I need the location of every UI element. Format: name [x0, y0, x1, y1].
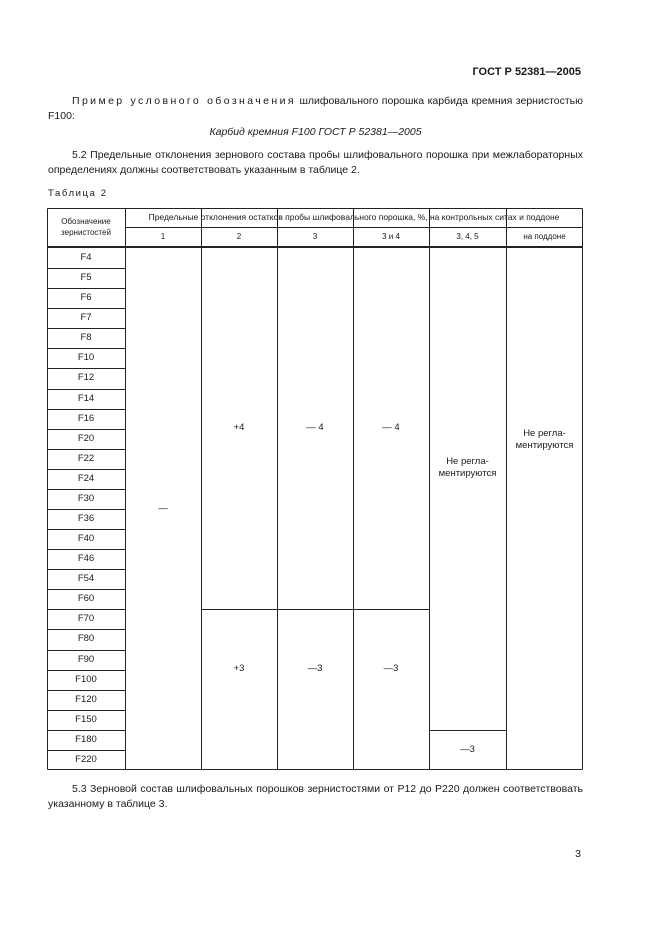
grit-cell: F14 — [77, 392, 95, 404]
grit-cell: F7 — [80, 312, 92, 324]
grit-cell: F8 — [80, 332, 92, 344]
grit-cell: F12 — [77, 372, 95, 384]
clause-5-3: 5.3 Зерновой состав шлифовальных порошков зернистостями от Р12 до Р220 должен соответствовать указанному в таблице 3. — [48, 783, 583, 810]
value-col1: — — [158, 503, 168, 514]
clause-5-2: 5.2 Предельные отклонения зернового состава пробы шлифовального порошка при межлабораторных определениях должны соответствовать указанным в таблице 2. — [48, 149, 583, 176]
header-deviation-group: Предельные отклонения остатков пробы шлифовального порошка, %, на контрольных ситах и поддоне — [148, 212, 560, 222]
grit-cell: F90 — [77, 653, 95, 665]
value-col3-upper: — 4 — [306, 422, 324, 433]
document-header: ГОСТ Р 52381—2005 — [472, 66, 581, 78]
grit-cell: F4 — [80, 252, 92, 264]
header-grit-designation: Обозначение зернистостей — [61, 217, 111, 237]
value-col3-lower: —3 — [307, 663, 323, 674]
example-designation: Карбид кремния F100 ГОСТ Р 52381—2005 — [209, 126, 422, 138]
header-sieve-1: 1 — [160, 232, 166, 241]
grit-cell: F80 — [77, 633, 95, 645]
grit-cell: F10 — [77, 352, 95, 364]
grit-cell: F180 — [75, 733, 97, 745]
value-col345-bottom: —3 — [460, 744, 475, 755]
example-paragraph — [48, 94, 583, 124]
table-caption: Таблица 2 — [48, 188, 108, 199]
grit-cell: F6 — [80, 292, 92, 304]
grit-cell: F220 — [75, 753, 97, 765]
grit-cell: F16 — [77, 412, 95, 424]
value-tray: Не регла- ментируются — [515, 427, 574, 451]
grit-cell: F100 — [75, 673, 97, 685]
header-sieve-2: 2 — [236, 232, 242, 241]
grit-cell: F20 — [77, 432, 95, 444]
grit-cell: F60 — [77, 593, 95, 605]
grit-cell: F120 — [75, 693, 97, 705]
grit-cell: F30 — [77, 492, 95, 504]
grit-cell: F70 — [77, 613, 95, 625]
example-text: шлифовального порошка карбида кремния зернистостью F100: — [48, 95, 584, 122]
value-col34-upper: — 4 — [382, 422, 400, 433]
header-sieve-3-4: 3 и 4 — [382, 232, 400, 241]
value-col2-lower: +3 — [233, 663, 245, 674]
grit-cell: F40 — [77, 533, 95, 545]
grit-cell: F24 — [77, 472, 95, 484]
value-col345-main: Не регла- ментируются — [438, 456, 497, 479]
header-sieve-3: 3 — [312, 232, 318, 241]
grit-cell: F22 — [77, 452, 95, 464]
header-sieve-3-4-5: 3, 4, 5 — [456, 232, 479, 241]
grit-cell: F5 — [80, 272, 92, 284]
value-col2-upper: +4 — [233, 422, 245, 433]
header-tray: на поддоне — [523, 232, 566, 241]
example-prefix: Пример условного обозначения — [72, 95, 296, 107]
grit-cell: F150 — [75, 713, 97, 725]
grit-cell: F54 — [77, 573, 95, 585]
grit-cell: F46 — [77, 553, 95, 565]
table-2 — [47, 208, 583, 770]
grit-cell: F36 — [77, 513, 95, 525]
value-col34-lower: —3 — [383, 663, 399, 674]
page-number: 3 — [575, 848, 581, 860]
